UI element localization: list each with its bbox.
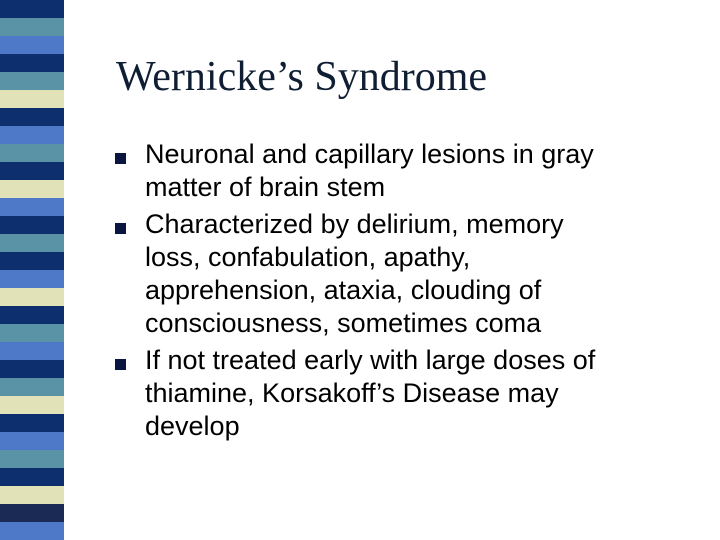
stripe-segment: [0, 522, 64, 540]
square-bullet-icon: [115, 359, 126, 370]
stripe-segment: [0, 342, 64, 360]
stripe-segment: [0, 414, 64, 432]
stripe-segment: [0, 486, 64, 504]
stripe-segment: [0, 504, 64, 522]
stripe-segment: [0, 90, 64, 108]
stripe-segment: [0, 234, 64, 252]
bullet-text: If not treated early with large doses of thiamine, Korsakoff’s Disease may develop: [145, 345, 596, 441]
decorative-stripe-bar: [0, 0, 64, 540]
stripe-segment: [0, 306, 64, 324]
stripe-segment: [0, 72, 64, 90]
bullet-item: [112, 344, 712, 443]
stripe-segment: [0, 432, 64, 450]
bullet-list: [112, 138, 712, 447]
stripe-segment: [0, 36, 64, 54]
stripe-segment: [0, 18, 64, 36]
stripe-segment: [0, 162, 64, 180]
stripe-segment: [0, 0, 64, 18]
stripe-segment: [0, 396, 64, 414]
stripe-segment: [0, 54, 64, 72]
stripe-segment: [0, 360, 64, 378]
bullet-item: [112, 138, 712, 204]
stripe-segment: [0, 180, 64, 198]
square-bullet-icon: [115, 223, 126, 234]
stripe-segment: [0, 288, 64, 306]
stripe-segment: [0, 450, 64, 468]
stripe-segment: [0, 126, 64, 144]
slide-title: Wernicke’s Syndrome: [116, 54, 488, 100]
bullet-text: Neuronal and capillary lesions in gray matter of brain stem: [145, 139, 594, 202]
bullet-text: Characterized by delirium, memory loss, confabulation, apathy, apprehension, ataxia, clouding of consciousness, sometimes coma: [145, 209, 564, 338]
square-bullet-icon: [115, 153, 126, 164]
stripe-segment: [0, 108, 64, 126]
stripe-segment: [0, 324, 64, 342]
stripe-segment: [0, 144, 64, 162]
stripe-segment: [0, 270, 64, 288]
stripe-segment: [0, 198, 64, 216]
stripe-segment: [0, 216, 64, 234]
stripe-segment: [0, 468, 64, 486]
stripe-segment: [0, 378, 64, 396]
bullet-item: [112, 208, 712, 340]
stripe-segment: [0, 252, 64, 270]
